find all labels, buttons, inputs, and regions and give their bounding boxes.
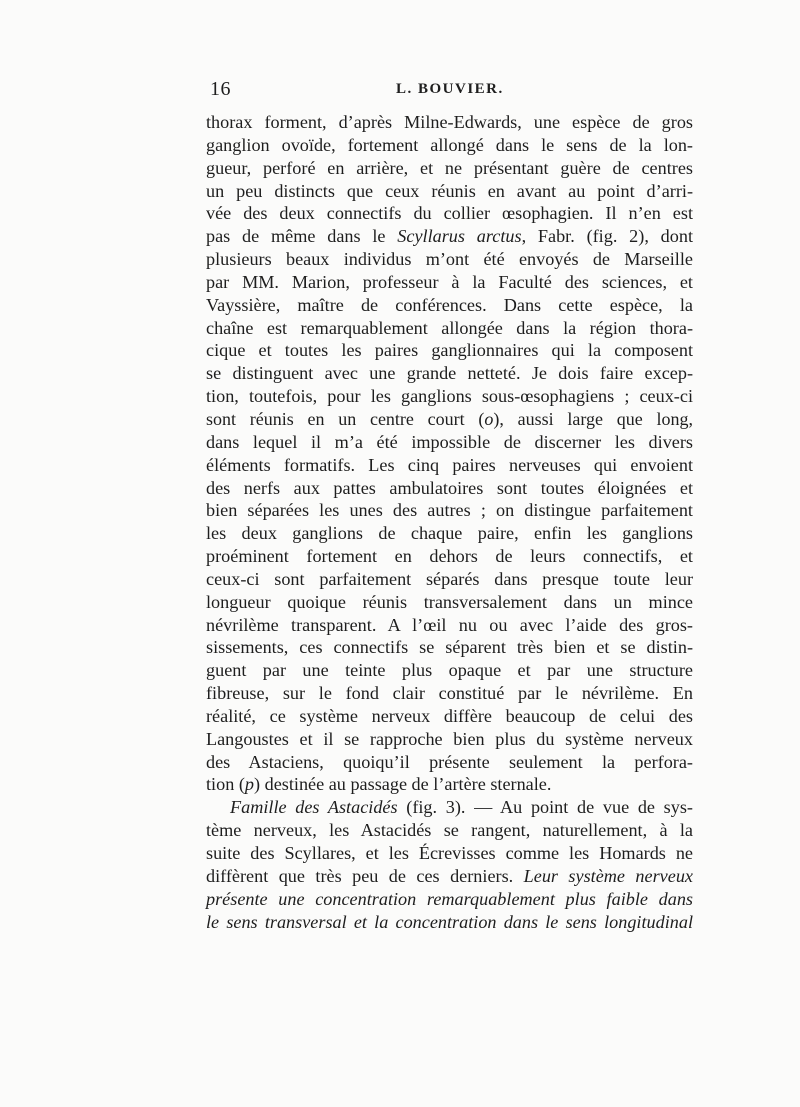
line-text: cique et toutes les paires ganglionnaires qui la composent <box>206 340 693 361</box>
text-line <box>206 157 693 180</box>
line-text: tème nerveux, les Astacidés se rangent, naturellement, à la <box>206 820 693 841</box>
line-text: plusieurs beaux individus m’ont été envoyés de Marseille <box>206 249 693 270</box>
text-line <box>206 180 693 203</box>
line-text: chaîne est remarquablement allongée dans la région thora- <box>206 317 693 338</box>
line-text: des nerfs aux pattes ambulatoires sont toutes éloignées et <box>206 477 693 498</box>
text-line <box>206 202 693 225</box>
line-text: proéminent fortement en dehors de leurs connectifs, et <box>206 546 693 567</box>
line-text: éléments formatifs. Les cinq paires nerveuses qui envoient <box>206 454 693 475</box>
text-line <box>206 705 693 728</box>
text-line <box>206 362 693 385</box>
line-text: névrilème transparent. A l’œil nu ou avec l’aide des gros- <box>206 614 693 635</box>
line-text: , Fabr. (fig. 2), dont <box>521 226 693 247</box>
line-text: vée des deux connectifs du collier œsophagien. Il n’en est <box>206 203 693 224</box>
line-text: tion ( <box>206 774 245 795</box>
line-text: diffèrent que très peu de ces derniers. <box>206 865 524 886</box>
text-line <box>206 111 693 134</box>
text-line <box>206 385 693 408</box>
text-line <box>206 317 693 340</box>
italic-text: le sens transversal et la concentration dans le sens longitudinal <box>206 911 693 932</box>
page-number: 16 <box>210 78 231 100</box>
text-line <box>206 294 693 317</box>
text-line <box>206 751 693 774</box>
text-line <box>206 477 693 500</box>
text-line <box>206 545 693 568</box>
line-text: par MM. Marion, professeur à la Faculté des sciences, et <box>206 271 693 292</box>
line-text: réalité, ce système nerveux diffère beaucoup de celui des <box>206 705 693 726</box>
line-text: des Astaciens, quoiqu’il présente seulement la perfora- <box>206 751 693 772</box>
line-text: thorax forment, d’après Milne-Edwards, une espèce de gros <box>206 112 693 132</box>
line-text: un peu distincts que ceux réunis en avant au point d’arri- <box>206 180 693 201</box>
line-text: fibreuse, sur le fond clair constitué par le névrilème. En <box>206 683 693 704</box>
line-text: suite des Scyllares, et les Écrevisses comme les Homards ne <box>206 843 693 863</box>
text-line <box>206 522 693 545</box>
line-text: guent par une teinte plus opaque et par une structure <box>206 660 693 681</box>
text-line <box>206 636 693 659</box>
running-head <box>206 76 693 102</box>
text-line <box>206 271 693 294</box>
running-head-author: L. BOUVIER. <box>396 81 504 97</box>
line-text: gueur, perforé en arrière, et ne présentant guère de centres <box>206 157 693 178</box>
text-line <box>206 888 693 911</box>
text-line <box>206 819 693 842</box>
italic-text: Scyllarus arctus <box>397 226 522 247</box>
line-text: se distinguent avec une grande netteté. Je dois faire excep- <box>206 363 693 384</box>
body-text <box>206 111 693 933</box>
line-text: ) destinée au passage de l’artère sternale. <box>254 774 552 795</box>
text-line <box>206 773 693 796</box>
text-line <box>206 568 693 591</box>
text-line <box>206 134 693 157</box>
text-line <box>206 225 693 248</box>
text-line <box>206 614 693 637</box>
line-text: ganglion ovoïde, fortement allongé dans le sens de la lon- <box>206 134 693 155</box>
text-line <box>206 431 693 454</box>
text-line <box>206 454 693 477</box>
italic-text: présente une concentration remarquablement plus faible dans <box>206 888 693 909</box>
text-line <box>206 865 693 888</box>
line-text: ceux-ci sont parfaitement séparés dans presque toute leur <box>206 568 693 589</box>
text-line <box>206 728 693 751</box>
text-line <box>206 659 693 682</box>
line-text: Langoustes et il se rapproche bien plus du système nerveux <box>206 728 693 749</box>
text-line <box>206 499 693 522</box>
italic-text: Famille des Astacidés <box>230 797 398 818</box>
line-text: sissements, ces connectifs se séparent très bien et se distin- <box>206 637 693 658</box>
line-text: Vayssière, maître de conférences. Dans cette espèce, la <box>206 294 693 315</box>
line-text: bien séparées les unes des autres ; on distingue parfaitement <box>206 500 693 521</box>
italic-text: Leur système nerveux <box>523 865 693 886</box>
line-text: (fig. 3). — Au point de vue de sys- <box>397 797 693 818</box>
text-line <box>206 682 693 705</box>
line-text: dans lequel il m’a été impossible de discerner les divers <box>206 431 693 452</box>
line-text: ), aussi large que long, <box>493 408 693 429</box>
italic-text: o <box>484 408 494 429</box>
line-text: pas de même dans le <box>206 226 398 247</box>
text-line <box>206 842 693 865</box>
text-line <box>206 248 693 271</box>
text-line <box>206 911 693 934</box>
line-text: tion, toutefois, pour les ganglions sous-œsophagiens ; ceux-ci <box>206 386 693 407</box>
line-text: sont réunis en un centre court ( <box>206 408 485 429</box>
text-line <box>206 591 693 614</box>
line-text: longueur quoique réunis transversalement dans un mince <box>206 591 693 612</box>
text-line <box>206 339 693 362</box>
text-line <box>206 796 693 819</box>
text-line <box>206 408 693 431</box>
italic-text: p <box>244 774 254 795</box>
line-text: les deux ganglions de chaque paire, enfin les ganglions <box>206 523 693 544</box>
